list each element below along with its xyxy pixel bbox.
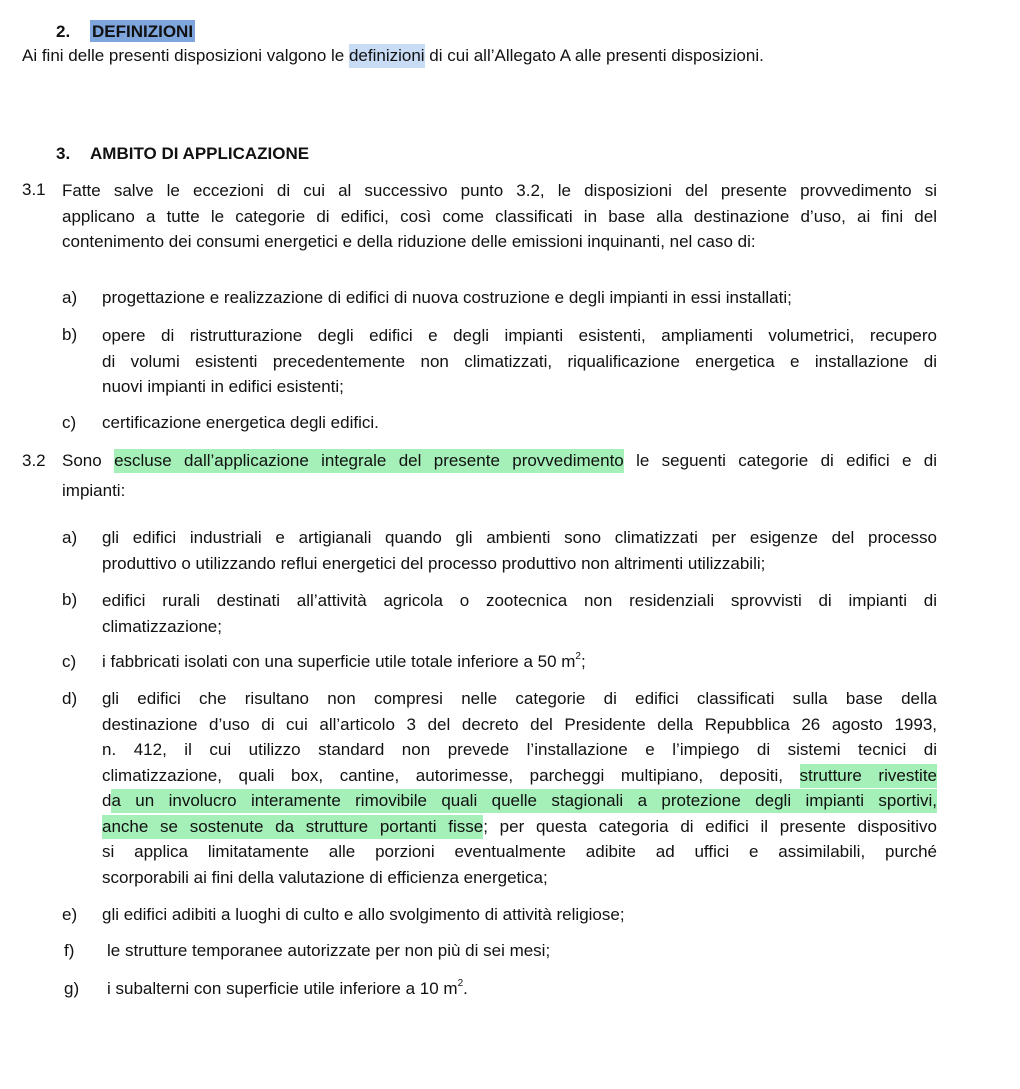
- list-item-3-2-d: [102, 686, 937, 890]
- superscript: 2: [457, 978, 464, 990]
- text-line: gli edifici industriali e artigianali quando gli ambienti sono climatizzati per esigenze del processo: [102, 528, 937, 547]
- text-line: [102, 763, 937, 789]
- text-fragment: i subalterni con superficie utile inferiore a 10 m: [107, 979, 458, 998]
- text-line: produttivo o utilizzando reflui energetici del processo produttivo non altrimenti utilizzabili;: [102, 553, 766, 573]
- text-line: di volumi esistenti precedentemente non climatizzati, riqualificazione energetica e installazione di: [102, 351, 937, 371]
- text-line: impianti:: [62, 480, 126, 500]
- text-line: gli edifici che risultano non compresi nelle categorie di edifici classificati sulla base della: [102, 689, 937, 708]
- list-item-3-2-e: gli edifici adibiti a luoghi di culto e allo svolgimento di attività religiose;: [102, 905, 625, 924]
- text-fragment: .: [463, 979, 468, 998]
- list-label-3-2-g: g): [64, 979, 80, 998]
- list-item-3-2-c: [102, 652, 586, 672]
- text-line: [102, 788, 937, 814]
- section-2-paragraph: [22, 46, 764, 66]
- text-line: scorporabili ai fini della valutazione di efficienza energetica;: [102, 867, 548, 887]
- text-line: climatizzazione;: [102, 616, 222, 636]
- list-item-3-2-g: [107, 979, 468, 999]
- text-fragment: ; per questa categoria di edifici il presente dispositivo: [483, 816, 937, 836]
- text-fragment: ;: [580, 652, 586, 671]
- text-fragment: climatizzazione, quali box, cantine, autorimesse, parcheggi multipiano, depositi,: [102, 765, 800, 785]
- section-3-title: AMBITO DI APPLICAZIONE: [90, 144, 310, 163]
- text-fragment: le seguenti categorie di edifici e di: [623, 451, 937, 470]
- list-label-3-2-a: a): [62, 528, 78, 547]
- list-label-3-2-c: c): [62, 652, 77, 671]
- list-item-3-2-b: [102, 588, 937, 639]
- text-line: [62, 448, 937, 474]
- text-line: edifici rurali destinati all’attività agricola o zootecnica non residenziali sprovvisti di impianti di: [102, 591, 937, 610]
- text-line: n. 412, il cui utilizzo standard non prevede l’installazione e l’impiego di sistemi tecnici di: [102, 740, 937, 759]
- text-line: Fatte salve le eccezioni di cui al successivo punto 3.2, le disposizioni del presente provvedimento si: [62, 181, 937, 200]
- text-line: destinazione d’uso di cui all’articolo 3 del decreto del Presidente della Repubblica 26 agosto 1993,: [102, 714, 937, 734]
- clause-3-2-text: [62, 448, 937, 503]
- text-fragment: i fabbricati isolati con una superficie utile totale inferiore a 50 m: [102, 652, 576, 671]
- clause-3-1-text: [62, 178, 937, 255]
- clause-3-1-number: 3.1: [22, 180, 46, 199]
- section-3-number: 3.: [56, 144, 71, 163]
- list-label-3-2-f: f): [64, 941, 75, 960]
- list-item-3-1-a: progettazione e realizzazione di edifici di nuova costruzione e degli impianti in essi installati;: [102, 288, 792, 307]
- list-item-3-1-c: certificazione energetica degli edifici.: [102, 413, 379, 432]
- superscript: 2: [575, 651, 581, 663]
- text-fragment: Sono: [62, 451, 115, 470]
- list-label-3-1-a: a): [62, 288, 78, 307]
- text-line: contenimento dei consumi energetici e della riduzione delle emissioni inquinanti, nel caso di:: [62, 232, 756, 251]
- text-line: [102, 814, 937, 840]
- list-label-3-2-d: d): [62, 689, 78, 708]
- text-line: nuovi impianti in edifici esistenti;: [102, 377, 344, 396]
- text-line: si applica limitatamente alle porzioni eventualmente adibite ad uffici e assimilabili, purché: [102, 842, 937, 861]
- list-item-3-2-f: le strutture temporanee autorizzate per non più di sei mesi;: [107, 941, 551, 960]
- highlight-strutture-portanti: anche se sostenute da strutture portanti fisse: [102, 815, 483, 839]
- list-label-3-1-b: b): [62, 325, 78, 344]
- section-2-number: 2.: [56, 22, 71, 41]
- list-item-3-2-a: [102, 525, 937, 576]
- highlight-definizioni: definizioni: [349, 44, 425, 68]
- highlight-involucro: a un involucro interamente rimovibile quali quelle stagionali a protezione degli impianti sportivi,: [111, 789, 937, 813]
- list-label-3-2-b: b): [62, 590, 78, 609]
- section-2-text-post: di cui all’Allegato A alle presenti disposizioni.: [424, 46, 764, 65]
- text-fragment: d: [102, 791, 112, 810]
- text-line: applicano a tutte le categorie di edifici, così come classificati in base alla destinazione d’uso, ai fini del: [62, 206, 937, 226]
- section-2-title-text: DEFINIZIONI: [92, 22, 194, 41]
- list-label-3-1-c: c): [62, 413, 77, 432]
- section-2-title: [88, 20, 197, 43]
- list-item-3-1-b: [102, 323, 937, 400]
- clause-3-2-number: 3.2: [22, 451, 46, 470]
- list-label-3-2-e: e): [62, 905, 78, 924]
- text-line: opere di ristrutturazione degli edifici e degli impianti esistenti, ampliamenti volumetrici, recupero: [102, 326, 937, 345]
- highlight-escluse: escluse dall’applicazione integrale del presente provvedimento: [114, 449, 624, 473]
- section-2-text-pre: Ai fini delle presenti disposizioni valgono le: [22, 46, 349, 65]
- highlight-strutture-rivestite: strutture rivestite: [800, 764, 937, 788]
